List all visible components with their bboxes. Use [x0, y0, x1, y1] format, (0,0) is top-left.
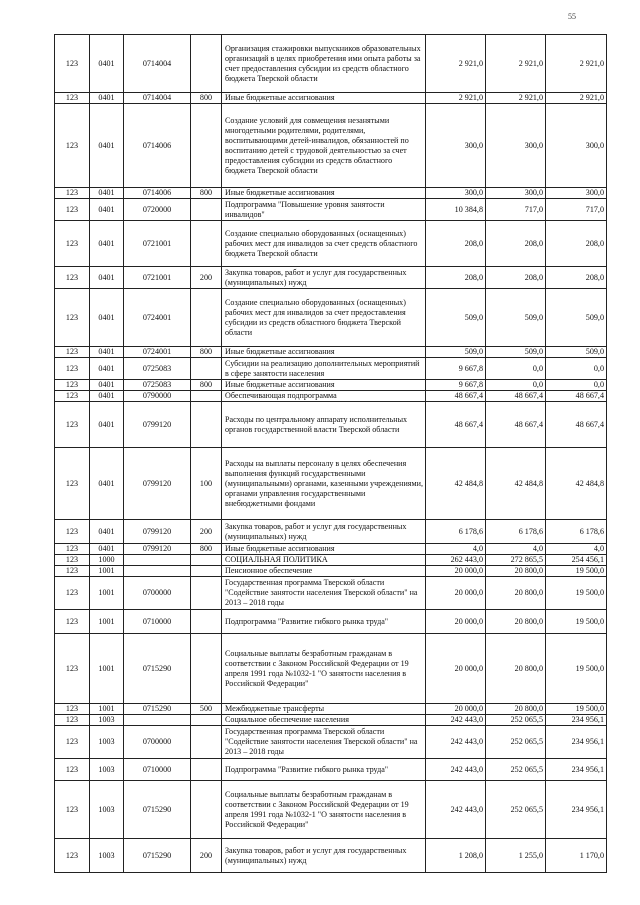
admin-code-cell: 123 — [55, 759, 90, 781]
expense-type-cell — [191, 104, 222, 188]
table-row — [55, 391, 607, 402]
admin-code-cell: 123 — [55, 610, 90, 634]
amount-2015-cell: 9 667,8 — [426, 358, 486, 380]
expense-type-cell — [191, 759, 222, 781]
amount-2017-cell: 208,0 — [546, 221, 607, 267]
section-code-cell: 1003 — [90, 726, 124, 759]
table-row — [55, 380, 607, 391]
target-code-cell: 0799120 — [124, 520, 191, 544]
table-row — [55, 35, 607, 93]
description-cell: Государственная программа Тверской области "Содействие занятости населения Тверской области" на 2013 – 2018 годы — [222, 726, 426, 759]
amount-2017-cell: 1 170,0 — [546, 839, 607, 873]
target-code-cell: 0715290 — [124, 634, 191, 704]
admin-code-cell: 123 — [55, 726, 90, 759]
amount-2017-cell: 42 484,8 — [546, 448, 607, 520]
table-row — [55, 358, 607, 380]
section-code-cell: 0401 — [90, 448, 124, 520]
description-cell: Иные бюджетные ассигнования — [222, 380, 426, 391]
description-cell: Иные бюджетные ассигнования — [222, 188, 426, 199]
description-cell: Социальные выплаты безработным гражданам в соответствии с Законом Российской Федерации от 19 апреля 1991 года №1032-1 "О занятости населения в Российской Федерации" — [222, 781, 426, 839]
table-row — [55, 448, 607, 520]
amount-2017-cell: 6 178,6 — [546, 520, 607, 544]
amount-2017-cell: 2 921,0 — [546, 35, 607, 93]
section-code-cell: 1003 — [90, 781, 124, 839]
description-cell: Подпрограмма "Развитие гибкого рынка труда" — [222, 759, 426, 781]
description-cell: Создание специально оборудованных (оснащенных) рабочих мест для инвалидов за счет средств областного бюджета Тверской области — [222, 221, 426, 267]
description-cell: Закупка товаров, работ и услуг для государственных (муниципальных) нужд — [222, 520, 426, 544]
section-code-cell: 0401 — [90, 544, 124, 555]
amount-2017-cell: 234 956,1 — [546, 781, 607, 839]
amount-2017-cell: 300,0 — [546, 104, 607, 188]
expense-type-cell — [191, 781, 222, 839]
target-code-cell: 0714004 — [124, 93, 191, 104]
section-code-cell: 0401 — [90, 358, 124, 380]
amount-2015-cell: 20 000,0 — [426, 634, 486, 704]
admin-code-cell: 123 — [55, 35, 90, 93]
amount-2015-cell: 242 443,0 — [426, 715, 486, 726]
section-code-cell: 0401 — [90, 380, 124, 391]
table-row — [55, 267, 607, 289]
amount-2015-cell: 509,0 — [426, 347, 486, 358]
target-code-cell: 0714006 — [124, 188, 191, 199]
table-row — [55, 726, 607, 759]
amount-2016-cell: 300,0 — [486, 188, 546, 199]
target-code-cell: 0700000 — [124, 726, 191, 759]
expense-type-cell — [191, 358, 222, 380]
amount-2015-cell: 20 000,0 — [426, 610, 486, 634]
target-code-cell: 0725083 — [124, 380, 191, 391]
description-cell: Иные бюджетные ассигнования — [222, 347, 426, 358]
amount-2015-cell: 4,0 — [426, 544, 486, 555]
expense-type-cell: 800 — [191, 544, 222, 555]
description-cell: Закупка товаров, работ и услуг для государственных (муниципальных) нужд — [222, 839, 426, 873]
amount-2015-cell: 20 000,0 — [426, 704, 486, 715]
admin-code-cell: 123 — [55, 839, 90, 873]
target-code-cell: 0724001 — [124, 347, 191, 358]
section-code-cell: 1003 — [90, 715, 124, 726]
amount-2017-cell: 19 500,0 — [546, 610, 607, 634]
amount-2016-cell: 300,0 — [486, 104, 546, 188]
amount-2017-cell: 509,0 — [546, 289, 607, 347]
amount-2015-cell: 300,0 — [426, 104, 486, 188]
expense-type-cell — [191, 726, 222, 759]
description-cell: Пенсионное обеспечение — [222, 566, 426, 577]
amount-2016-cell: 48 667,4 — [486, 402, 546, 448]
amount-2016-cell: 48 667,4 — [486, 391, 546, 402]
admin-code-cell: 123 — [55, 577, 90, 610]
admin-code-cell: 123 — [55, 402, 90, 448]
table-row — [55, 839, 607, 873]
expense-type-cell: 800 — [191, 347, 222, 358]
target-code-cell: 0799120 — [124, 402, 191, 448]
description-cell: Государственная программа Тверской области "Содействие занятости населения Тверской области" на 2013 – 2018 годы — [222, 577, 426, 610]
expense-type-cell: 500 — [191, 704, 222, 715]
amount-2017-cell: 19 500,0 — [546, 566, 607, 577]
amount-2015-cell: 242 443,0 — [426, 781, 486, 839]
amount-2016-cell: 20 800,0 — [486, 610, 546, 634]
admin-code-cell: 123 — [55, 781, 90, 839]
description-cell: Создание специально оборудованных (оснащенных) рабочих мест для инвалидов за счет предоставления субсидии из средств областного бюджета Тверской области — [222, 289, 426, 347]
table-row — [55, 781, 607, 839]
amount-2017-cell: 300,0 — [546, 188, 607, 199]
target-code-cell: 0700000 — [124, 577, 191, 610]
admin-code-cell: 123 — [55, 704, 90, 715]
description-cell: Обеспечивающая подпрограмма — [222, 391, 426, 402]
table-row — [55, 199, 607, 221]
admin-code-cell: 123 — [55, 520, 90, 544]
amount-2017-cell: 254 456,1 — [546, 555, 607, 566]
amount-2016-cell: 509,0 — [486, 347, 546, 358]
amount-2015-cell: 208,0 — [426, 221, 486, 267]
description-cell: Закупка товаров, работ и услуг для государственных (муниципальных) нужд — [222, 267, 426, 289]
table-row — [55, 566, 607, 577]
target-code-cell — [124, 566, 191, 577]
amount-2015-cell: 6 178,6 — [426, 520, 486, 544]
amount-2017-cell: 509,0 — [546, 347, 607, 358]
section-code-cell: 1003 — [90, 759, 124, 781]
expense-type-cell — [191, 221, 222, 267]
description-cell: Иные бюджетные ассигнования — [222, 93, 426, 104]
table-row — [55, 610, 607, 634]
expense-type-cell: 200 — [191, 520, 222, 544]
admin-code-cell: 123 — [55, 634, 90, 704]
amount-2016-cell: 208,0 — [486, 221, 546, 267]
section-code-cell: 0401 — [90, 199, 124, 221]
amount-2015-cell: 2 921,0 — [426, 35, 486, 93]
section-code-cell: 1001 — [90, 610, 124, 634]
expense-type-cell — [191, 199, 222, 221]
amount-2015-cell: 1 208,0 — [426, 839, 486, 873]
target-code-cell: 0799120 — [124, 544, 191, 555]
amount-2016-cell: 20 800,0 — [486, 566, 546, 577]
expense-type-cell: 200 — [191, 839, 222, 873]
amount-2017-cell: 717,0 — [546, 199, 607, 221]
table-row — [55, 402, 607, 448]
amount-2017-cell: 48 667,4 — [546, 402, 607, 448]
description-cell: Расходы на выплаты персоналу в целях обеспечения выполнения функций государственными (муниципальными) органами, казенными учреждениями, органами управления государственными внебюджетными фондами — [222, 448, 426, 520]
amount-2015-cell: 242 443,0 — [426, 726, 486, 759]
amount-2016-cell: 2 921,0 — [486, 35, 546, 93]
expense-type-cell — [191, 715, 222, 726]
target-code-cell: 0714004 — [124, 35, 191, 93]
amount-2017-cell: 19 500,0 — [546, 704, 607, 715]
amount-2017-cell: 4,0 — [546, 544, 607, 555]
amount-2016-cell: 0,0 — [486, 380, 546, 391]
section-code-cell: 1003 — [90, 839, 124, 873]
expense-type-cell — [191, 35, 222, 93]
section-code-cell: 1001 — [90, 634, 124, 704]
target-code-cell: 0721001 — [124, 221, 191, 267]
amount-2016-cell: 252 065,5 — [486, 759, 546, 781]
description-cell: Подпрограмма "Развитие гибкого рынка труда" — [222, 610, 426, 634]
section-code-cell: 0401 — [90, 221, 124, 267]
target-code-cell: 0721001 — [124, 267, 191, 289]
admin-code-cell: 123 — [55, 448, 90, 520]
amount-2016-cell: 717,0 — [486, 199, 546, 221]
admin-code-cell: 123 — [55, 199, 90, 221]
table-row — [55, 759, 607, 781]
admin-code-cell: 123 — [55, 93, 90, 104]
amount-2015-cell: 9 667,8 — [426, 380, 486, 391]
target-code-cell: 0720000 — [124, 199, 191, 221]
amount-2016-cell: 42 484,8 — [486, 448, 546, 520]
amount-2015-cell: 300,0 — [426, 188, 486, 199]
page-number: 55 — [568, 12, 576, 21]
target-code-cell: 0715290 — [124, 704, 191, 715]
expense-type-cell: 800 — [191, 380, 222, 391]
amount-2017-cell: 208,0 — [546, 267, 607, 289]
description-cell: Субсидии на реализацию дополнительных мероприятий в сфере занятости населения — [222, 358, 426, 380]
amount-2015-cell: 20 000,0 — [426, 566, 486, 577]
amount-2016-cell: 252 065,5 — [486, 781, 546, 839]
target-code-cell: 0714006 — [124, 104, 191, 188]
admin-code-cell: 123 — [55, 544, 90, 555]
expense-type-cell — [191, 391, 222, 402]
amount-2015-cell: 509,0 — [426, 289, 486, 347]
admin-code-cell: 123 — [55, 358, 90, 380]
amount-2017-cell: 0,0 — [546, 358, 607, 380]
expense-type-cell — [191, 577, 222, 610]
table-row — [55, 704, 607, 715]
description-cell: Расходы по центральному аппарату исполнительных органов государственной власти Тверской области — [222, 402, 426, 448]
amount-2016-cell: 2 921,0 — [486, 93, 546, 104]
amount-2015-cell: 48 667,4 — [426, 391, 486, 402]
section-code-cell: 1001 — [90, 577, 124, 610]
table-row — [55, 577, 607, 610]
amount-2017-cell: 234 956,1 — [546, 726, 607, 759]
amount-2016-cell: 208,0 — [486, 267, 546, 289]
admin-code-cell: 123 — [55, 267, 90, 289]
amount-2016-cell: 20 800,0 — [486, 634, 546, 704]
target-code-cell: 0790000 — [124, 391, 191, 402]
amount-2017-cell: 234 956,1 — [546, 715, 607, 726]
admin-code-cell: 123 — [55, 347, 90, 358]
amount-2016-cell: 4,0 — [486, 544, 546, 555]
admin-code-cell: 123 — [55, 555, 90, 566]
section-code-cell: 0401 — [90, 267, 124, 289]
amount-2016-cell: 252 065,5 — [486, 715, 546, 726]
amount-2015-cell: 10 384,8 — [426, 199, 486, 221]
target-code-cell: 0715290 — [124, 839, 191, 873]
admin-code-cell: 123 — [55, 221, 90, 267]
section-code-cell: 0401 — [90, 35, 124, 93]
table-row — [55, 188, 607, 199]
amount-2016-cell: 252 065,5 — [486, 726, 546, 759]
expense-type-cell — [191, 555, 222, 566]
admin-code-cell: 123 — [55, 391, 90, 402]
target-code-cell: 0799120 — [124, 448, 191, 520]
budget-table-body — [55, 35, 607, 873]
description-cell: СОЦИАЛЬНАЯ ПОЛИТИКА — [222, 555, 426, 566]
section-code-cell: 0401 — [90, 289, 124, 347]
amount-2016-cell: 0,0 — [486, 358, 546, 380]
section-code-cell: 0401 — [90, 391, 124, 402]
expense-type-cell: 800 — [191, 93, 222, 104]
amount-2016-cell: 1 255,0 — [486, 839, 546, 873]
table-row — [55, 715, 607, 726]
admin-code-cell: 123 — [55, 104, 90, 188]
amount-2015-cell: 208,0 — [426, 267, 486, 289]
section-code-cell: 0401 — [90, 104, 124, 188]
expense-type-cell: 200 — [191, 267, 222, 289]
amount-2016-cell: 509,0 — [486, 289, 546, 347]
section-code-cell: 0401 — [90, 347, 124, 358]
section-code-cell: 1001 — [90, 566, 124, 577]
description-cell: Создание условий для совмещения незанятыми многодетными родителями, родителями, воспитывающими детей-инвалидов, обязанностей по воспитанию детей с трудовой деятельностью за счет предоставления субсидии из средств областного бюджета Тверской области — [222, 104, 426, 188]
admin-code-cell: 123 — [55, 715, 90, 726]
admin-code-cell: 123 — [55, 566, 90, 577]
table-row — [55, 634, 607, 704]
expense-type-cell: 800 — [191, 188, 222, 199]
target-code-cell: 0725083 — [124, 358, 191, 380]
amount-2016-cell: 272 865,5 — [486, 555, 546, 566]
description-cell: Межбюджетные трансферты — [222, 704, 426, 715]
target-code-cell: 0724001 — [124, 289, 191, 347]
table-row — [55, 544, 607, 555]
amount-2015-cell: 242 443,0 — [426, 759, 486, 781]
expense-type-cell — [191, 634, 222, 704]
budget-table — [54, 34, 607, 873]
section-code-cell: 1001 — [90, 704, 124, 715]
table-row — [55, 221, 607, 267]
section-code-cell: 0401 — [90, 93, 124, 104]
section-code-cell: 0401 — [90, 520, 124, 544]
target-code-cell: 0715290 — [124, 781, 191, 839]
description-cell: Организация стажировки выпускников образовательных организаций в целях приобретения ими опыта работы за счет предоставления субсидии из средств областного бюджета Тверской области — [222, 35, 426, 93]
target-code-cell — [124, 715, 191, 726]
admin-code-cell: 123 — [55, 289, 90, 347]
target-code-cell: 0710000 — [124, 759, 191, 781]
amount-2017-cell: 2 921,0 — [546, 93, 607, 104]
amount-2017-cell: 48 667,4 — [546, 391, 607, 402]
amount-2016-cell: 6 178,6 — [486, 520, 546, 544]
target-code-cell: 0710000 — [124, 610, 191, 634]
section-code-cell: 1000 — [90, 555, 124, 566]
table-row — [55, 289, 607, 347]
amount-2017-cell: 19 500,0 — [546, 577, 607, 610]
target-code-cell — [124, 555, 191, 566]
amount-2015-cell: 48 667,4 — [426, 402, 486, 448]
description-cell: Иные бюджетные ассигнования — [222, 544, 426, 555]
amount-2015-cell: 262 443,0 — [426, 555, 486, 566]
amount-2017-cell: 19 500,0 — [546, 634, 607, 704]
amount-2015-cell: 42 484,8 — [426, 448, 486, 520]
expense-type-cell — [191, 402, 222, 448]
amount-2016-cell: 20 800,0 — [486, 577, 546, 610]
amount-2017-cell: 234 956,1 — [546, 759, 607, 781]
expense-type-cell — [191, 566, 222, 577]
description-cell: Социальное обеспечение населения — [222, 715, 426, 726]
amount-2015-cell: 2 921,0 — [426, 93, 486, 104]
description-cell: Социальные выплаты безработным гражданам в соответствии с Законом Российской Федерации от 19 апреля 1991 года №1032-1 "О занятости населения в Российской Федерации" — [222, 634, 426, 704]
expense-type-cell — [191, 610, 222, 634]
amount-2015-cell: 20 000,0 — [426, 577, 486, 610]
table-row — [55, 104, 607, 188]
expense-type-cell — [191, 289, 222, 347]
table-row — [55, 347, 607, 358]
section-code-cell: 0401 — [90, 402, 124, 448]
description-cell: Подпрограмма "Повышение уровня занятости инвалидов" — [222, 199, 426, 221]
admin-code-cell: 123 — [55, 380, 90, 391]
table-row — [55, 555, 607, 566]
expense-type-cell: 100 — [191, 448, 222, 520]
table-row — [55, 520, 607, 544]
admin-code-cell: 123 — [55, 188, 90, 199]
amount-2017-cell: 0,0 — [546, 380, 607, 391]
section-code-cell: 0401 — [90, 188, 124, 199]
table-row — [55, 93, 607, 104]
amount-2016-cell: 20 800,0 — [486, 704, 546, 715]
